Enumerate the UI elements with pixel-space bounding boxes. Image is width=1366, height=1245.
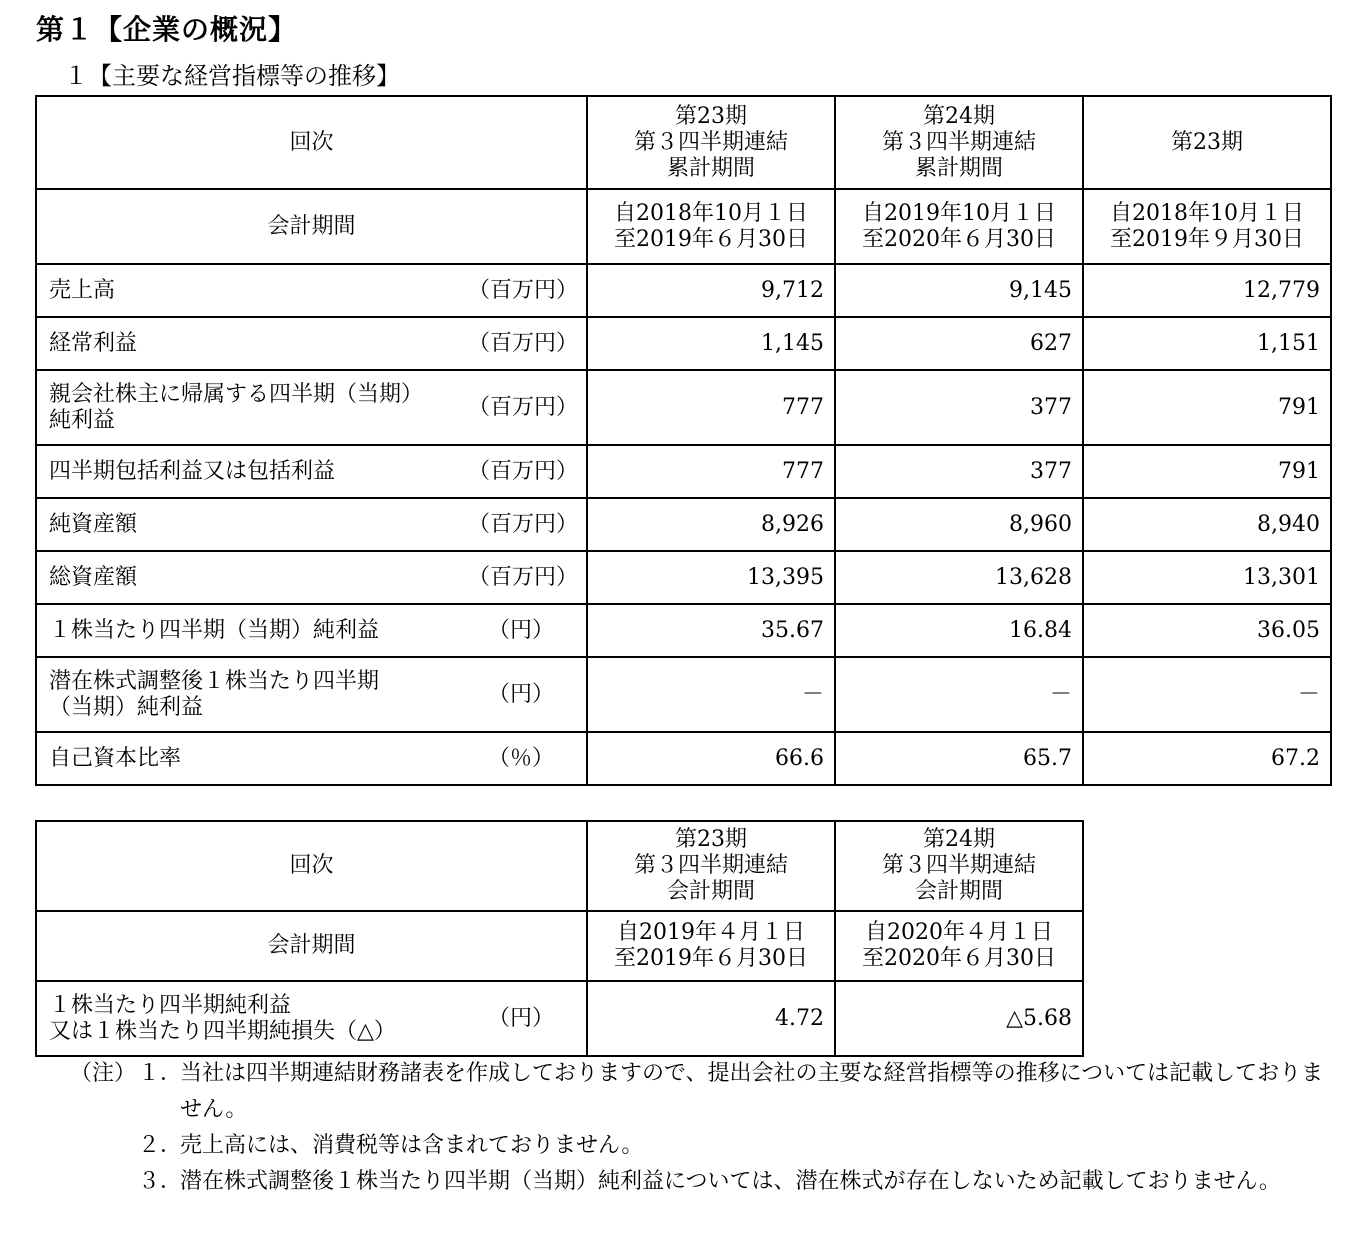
period-label: 会計期間	[36, 189, 587, 264]
header-line: 第23期	[675, 827, 747, 852]
row-label: 又は１株当たり四半期純損失（△）	[49, 1018, 396, 1044]
row-unit: （％）	[487, 745, 554, 771]
value-cell: 777	[587, 370, 835, 445]
header-col-2	[835, 96, 1083, 189]
section-title: 第１【企業の概況】	[36, 13, 298, 46]
row-label: 四半期包括利益又は包括利益	[49, 458, 336, 484]
row-label-cell	[36, 317, 587, 370]
value-cell: 36.05	[1083, 604, 1331, 657]
row-label: 親会社株主に帰属する四半期（当期）	[49, 381, 424, 407]
note-number: ２．	[138, 1133, 183, 1158]
header-row-label: 回次	[36, 96, 587, 189]
row-unit: （百万円）	[467, 277, 578, 303]
period-line: 自2018年10月１日	[1110, 200, 1304, 226]
period-col-1	[587, 911, 835, 981]
period-col-1	[587, 189, 835, 264]
row-label-cell	[36, 445, 587, 498]
value-cell: 12,779	[1083, 264, 1331, 317]
row-unit: （百万円）	[467, 564, 578, 590]
header-line: 第３四半期連結	[881, 853, 1036, 878]
row-unit: （百万円）	[467, 394, 578, 420]
table-row	[36, 445, 1331, 498]
row-label-cell	[36, 551, 587, 604]
period-line: 自2018年10月１日	[614, 200, 808, 226]
row-unit: （円）	[487, 1005, 554, 1031]
period-col-3	[1083, 189, 1331, 264]
table-row	[36, 732, 1331, 785]
header-line: 累計期間	[914, 155, 1003, 181]
row-unit: （百万円）	[467, 511, 578, 537]
table-row	[36, 317, 1331, 370]
value-cell: 8,926	[587, 498, 835, 551]
quarterly-eps-table	[35, 820, 1084, 1057]
note-text: 売上高には、消費税等は含まれておりません。	[180, 1133, 644, 1158]
header-line: 第３四半期連結	[633, 129, 788, 155]
subsection-title: １【主要な経営指標等の推移】	[64, 62, 400, 90]
header-line: 第３四半期連結	[633, 853, 788, 878]
header-line: 第24期	[923, 103, 995, 129]
period-line: 自2020年４月１日	[865, 920, 1053, 945]
row-label-cell	[36, 264, 587, 317]
note-item	[70, 1164, 1340, 1200]
row-label: １株当たり四半期（当期）純利益	[49, 617, 380, 643]
table-header-row	[36, 96, 1331, 189]
value-cell: 67.2	[1083, 732, 1331, 785]
header-line: 第24期	[923, 827, 995, 852]
row-label-cell	[36, 981, 587, 1056]
row-label: 売上高	[49, 277, 116, 303]
header-line: 第３四半期連結	[881, 129, 1036, 155]
row-unit: （円）	[487, 681, 554, 707]
value-cell: －	[1083, 657, 1331, 732]
period-row	[36, 189, 1331, 264]
value-cell: △5.68	[835, 981, 1083, 1056]
period-label: 会計期間	[36, 911, 587, 981]
table-row	[36, 981, 1083, 1056]
header-col-2	[835, 821, 1083, 911]
period-row	[36, 911, 1083, 981]
period-line: 至2019年９月30日	[1110, 226, 1304, 252]
value-cell: 65.7	[835, 732, 1083, 785]
table-row	[36, 604, 1331, 657]
note-text: 当社は四半期連結財務諸表を作成しておりますので、提出会社の主要な経営指標等の推移については記載しておりません。	[180, 1061, 1324, 1122]
value-cell: －	[587, 657, 835, 732]
value-cell: 9,145	[835, 264, 1083, 317]
value-cell: 35.67	[587, 604, 835, 657]
header-line: 第23期	[1171, 129, 1243, 155]
row-label-cell	[36, 604, 587, 657]
row-label: 純利益	[49, 407, 116, 433]
notes-section	[70, 1056, 1340, 1200]
value-cell: 627	[835, 317, 1083, 370]
row-unit: （円）	[487, 617, 554, 643]
header-row-label: 回次	[36, 821, 587, 911]
header-line: 会計期間	[666, 879, 755, 904]
row-label: 総資産額	[49, 564, 138, 590]
header-line: 第23期	[675, 103, 747, 129]
value-cell: 9,712	[587, 264, 835, 317]
row-label-cell	[36, 498, 587, 551]
value-cell: 8,960	[835, 498, 1083, 551]
value-cell: 66.6	[587, 732, 835, 785]
value-cell: 777	[587, 445, 835, 498]
value-cell: 4.72	[587, 981, 835, 1056]
notes-prefix: （注）	[70, 1061, 137, 1086]
period-line: 至2019年６月30日	[614, 226, 808, 252]
row-label: 純資産額	[49, 511, 138, 537]
value-cell: 377	[835, 370, 1083, 445]
header-line: 累計期間	[666, 155, 755, 181]
note-item	[70, 1128, 1340, 1164]
table-header-row	[36, 821, 1083, 911]
period-col-2	[835, 189, 1083, 264]
row-label: 経常利益	[49, 330, 138, 356]
row-label: 自己資本比率	[49, 745, 182, 771]
header-col-1	[587, 96, 835, 189]
row-label: １株当たり四半期純利益	[49, 992, 292, 1018]
period-line: 自2019年４月１日	[617, 920, 805, 945]
table-row	[36, 551, 1331, 604]
value-cell: 13,395	[587, 551, 835, 604]
row-label-cell	[36, 657, 587, 732]
value-cell: 13,628	[835, 551, 1083, 604]
row-label-cell	[36, 370, 587, 445]
period-line: 至2020年６月30日	[862, 226, 1056, 252]
table-row	[36, 370, 1331, 445]
period-col-2	[835, 911, 1083, 981]
table-row	[36, 498, 1331, 551]
row-label: （当期）純利益	[49, 694, 204, 720]
period-line: 至2020年６月30日	[862, 946, 1056, 971]
row-label-cell	[36, 732, 587, 785]
table-row	[36, 657, 1331, 732]
value-cell: 377	[835, 445, 1083, 498]
value-cell: 13,301	[1083, 551, 1331, 604]
header-col-1	[587, 821, 835, 911]
header-col-3	[1083, 96, 1331, 189]
period-line: 自2019年10月１日	[862, 200, 1056, 226]
value-cell: 16.84	[835, 604, 1083, 657]
note-number: １．	[138, 1061, 183, 1086]
row-unit: （百万円）	[467, 330, 578, 356]
note-text: 潜在株式調整後１株当たり四半期（当期）純利益については、潜在株式が存在しないため記載しておりません。	[180, 1169, 1281, 1194]
table-row	[36, 264, 1331, 317]
value-cell: 8,940	[1083, 498, 1331, 551]
row-unit: （百万円）	[467, 458, 578, 484]
value-cell: 1,151	[1083, 317, 1331, 370]
value-cell: 791	[1083, 445, 1331, 498]
key-indicators-table	[35, 95, 1332, 786]
value-cell: 1,145	[587, 317, 835, 370]
period-line: 至2019年６月30日	[614, 946, 808, 971]
value-cell: 791	[1083, 370, 1331, 445]
note-item	[70, 1056, 1340, 1128]
header-line: 会計期間	[914, 879, 1003, 904]
note-number: ３．	[138, 1169, 183, 1194]
value-cell: －	[835, 657, 1083, 732]
row-label: 潜在株式調整後１株当たり四半期	[49, 668, 380, 694]
